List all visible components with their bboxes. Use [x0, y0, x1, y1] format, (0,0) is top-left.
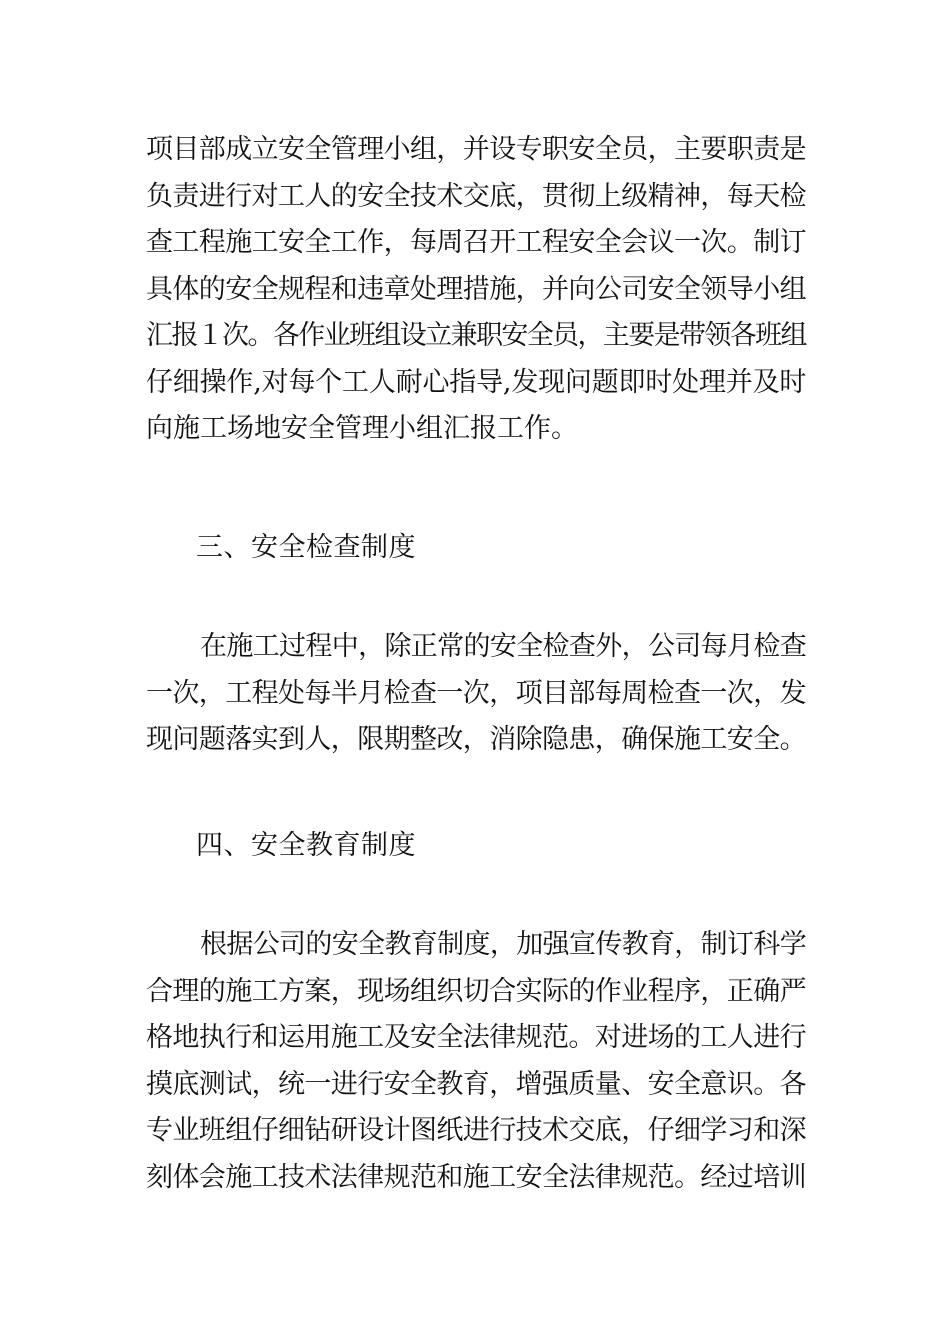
text-line: 合理的施工方案，现场组织切合实际的作业程序，正确严 [146, 975, 806, 1007]
text-line: 具体的安全规程和违章处理措施，并向公司安全领导小组 [146, 273, 806, 305]
paragraph-safety-inspection [146, 624, 806, 764]
section-heading-safety-education: 四、安全教育制度 [196, 830, 416, 861]
section-heading-safety-inspection: 三、安全检查制度 [196, 532, 416, 563]
text-line: 汇报１次。各作业班组设立兼职安全员，主要是带领各班组 [146, 320, 806, 351]
paragraph-safety-management [146, 127, 806, 453]
text-line: 仔细操作,对每个工人耐心指导,发现问题即时处理并及时 [146, 366, 807, 398]
text-line: 根据公司的安全教育制度，加强宣传教育，制订科学 [200, 929, 807, 960]
text-line: 一次，工程处每半月检查一次，项目部每周检查一次，发 [146, 677, 806, 709]
paragraph-safety-education [146, 922, 806, 1201]
text-line: 负责进行对工人的安全技术交底，贯彻上级精神，每天检 [146, 180, 806, 212]
text-line: 向施工场地安全管理小组汇报工作。 [146, 413, 578, 444]
text-line: 项目部成立安全管理小组，并设专职安全员，主要职责是 [146, 134, 806, 165]
text-line: 现问题落实到人，限期整改，消除隐患，确保施工安全。 [146, 724, 806, 755]
text-line: 专业班组仔细钻研设计图纸进行技术交底，仔细学习和深 [146, 1115, 806, 1146]
text-line: 摸底测试，统一进行安全教育，增强质量、安全意识。各 [146, 1068, 806, 1100]
text-line: 刻体会施工技术法律规范和施工安全法律规范。经过培训 [146, 1161, 806, 1193]
text-line: 格地执行和运用施工及安全法律规范。对进场的工人进行 [146, 1022, 806, 1053]
text-line: 在施工过程中，除正常的安全检查外，公司每月检查 [200, 631, 807, 662]
text-line: 查工程施工安全工作，每周召开工程安全会议一次。制订 [146, 227, 806, 258]
